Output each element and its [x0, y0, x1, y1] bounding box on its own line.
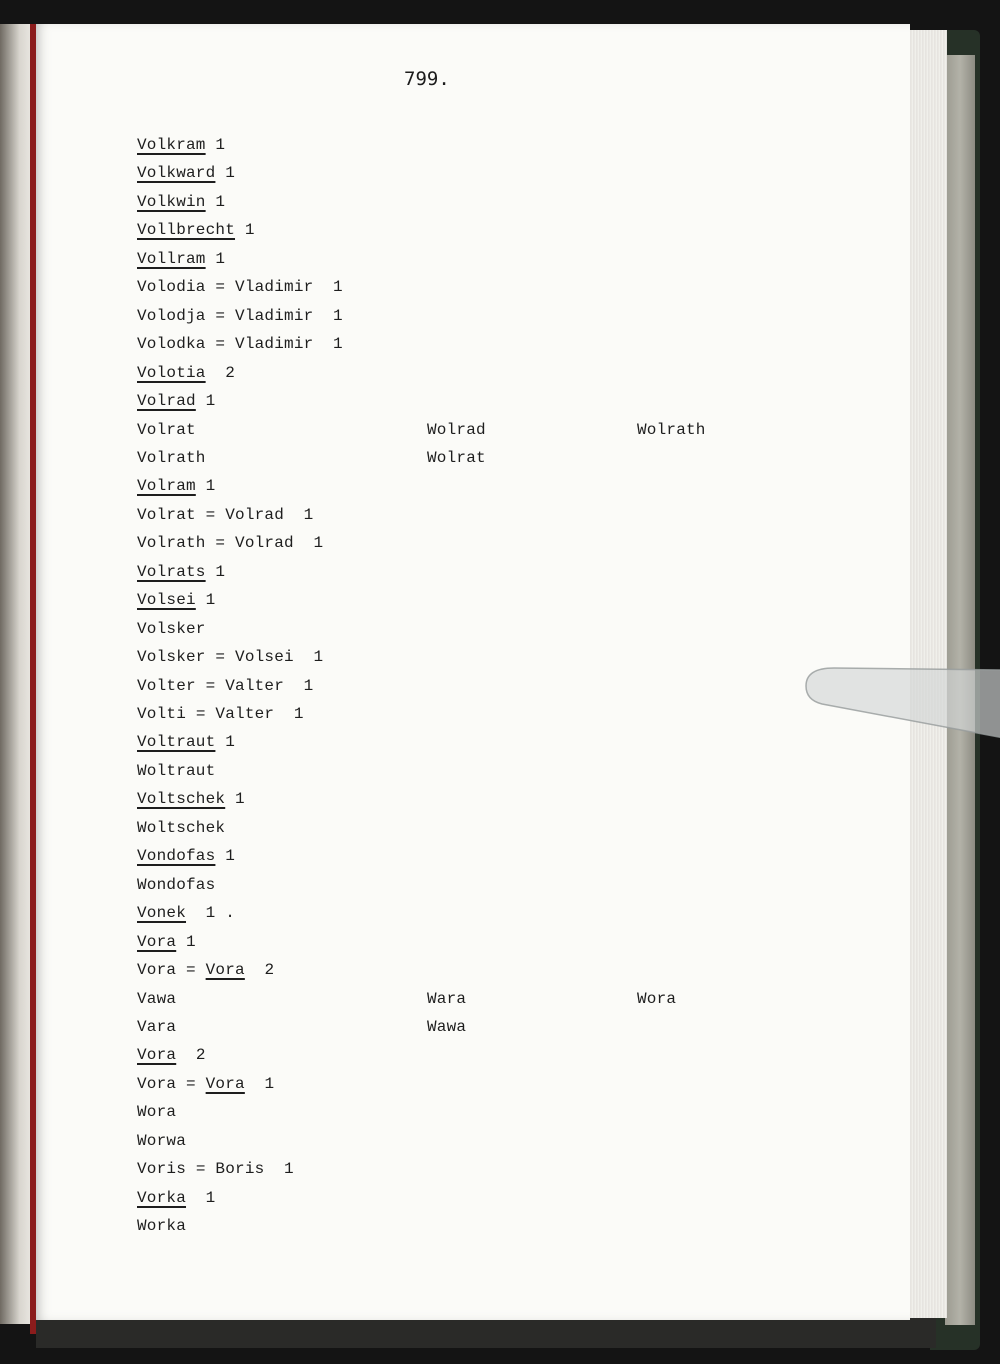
index-entry — [137, 676, 313, 696]
index-entry — [137, 619, 206, 639]
index-entry — [137, 562, 225, 582]
entry-reference: 1 — [225, 790, 245, 808]
entry-count: 1 — [244, 1075, 275, 1093]
index-entry — [137, 761, 215, 781]
entry-reference: 1 — [195, 392, 216, 410]
entry-reference: 1 — [205, 250, 226, 268]
entry-reference: 1 — [215, 847, 236, 865]
entry-reference: 1 . — [186, 904, 236, 922]
entry-link-name: Vora — [205, 1075, 245, 1093]
entry-name: Voltschek — [137, 790, 226, 808]
index-entry — [137, 960, 274, 980]
index-entry — [137, 306, 343, 326]
index-entry — [137, 391, 215, 411]
entry-name: Worka — [137, 1217, 187, 1235]
entry-name: Vora — [137, 1046, 177, 1064]
index-entry — [137, 420, 196, 440]
entry-name: Volodia — [137, 278, 206, 296]
entry-name: Volodka — [137, 335, 206, 353]
entry-reference: 1 — [215, 733, 236, 751]
entry-name: Volrad — [137, 392, 196, 410]
index-entry — [137, 533, 323, 553]
entry-reference: 1 — [195, 591, 216, 609]
index-entry — [137, 1159, 294, 1179]
index-entry — [137, 163, 235, 183]
index-entry — [137, 846, 235, 866]
variant-column-2: Wolrad — [427, 421, 486, 439]
entry-reference: = Boris 1 — [186, 1160, 294, 1178]
entry-name: Volsker — [137, 620, 206, 638]
entry-name: Vora — [137, 961, 177, 979]
entry-name: Worwa — [137, 1132, 187, 1150]
entry-reference: = — [176, 1075, 206, 1093]
index-entry — [137, 1188, 215, 1208]
index-entry — [137, 1216, 186, 1236]
index-entry — [137, 249, 225, 269]
entry-count: 2 — [244, 961, 275, 979]
index-entry — [137, 732, 235, 752]
entry-reference: = Volsei 1 — [205, 648, 324, 666]
entry-reference: 1 — [205, 193, 226, 211]
entry-reference: = Volrad 1 — [195, 506, 314, 524]
index-entry — [137, 505, 313, 525]
entry-name: Volkwin — [137, 193, 206, 211]
index-entry — [137, 875, 215, 895]
entry-reference: = Volrad 1 — [205, 534, 324, 552]
entry-reference: 1 — [205, 563, 226, 581]
document-page — [36, 24, 910, 1320]
index-entry — [137, 277, 343, 297]
entry-reference: 1 — [215, 164, 236, 182]
index-entry — [137, 704, 304, 724]
entry-name: Vollram — [137, 250, 206, 268]
page-number: 799. — [404, 68, 450, 90]
entry-name: Volrats — [137, 563, 206, 581]
index-entry — [137, 1102, 176, 1122]
index-entry — [137, 932, 196, 952]
entry-name: Wondofas — [137, 876, 216, 894]
entry-name: Volsker — [137, 648, 206, 666]
entry-name: Volkward — [137, 164, 216, 182]
entry-name: Wora — [137, 1103, 177, 1121]
entry-name: Vara — [137, 1018, 177, 1036]
index-entry — [137, 789, 245, 809]
entry-reference: 1 — [205, 136, 226, 154]
entry-name: Voltraut — [137, 733, 216, 751]
index-entry — [137, 1045, 206, 1065]
entry-reference: 1 — [195, 477, 216, 495]
index-entry — [137, 334, 343, 354]
entry-name: Volter — [137, 677, 196, 695]
entry-name: Woltschek — [137, 819, 226, 837]
entry-name: Voris — [137, 1160, 187, 1178]
entry-name: Volotia — [137, 364, 206, 382]
bottom-shadow — [36, 1318, 936, 1348]
entry-reference: 2 — [176, 1046, 206, 1064]
entry-reference: = — [176, 961, 206, 979]
entry-reference: = Valter 1 — [186, 705, 304, 723]
variant-column-2: Wolrat — [427, 449, 486, 467]
entry-name: Volodja — [137, 307, 206, 325]
entry-name: Vonek — [137, 904, 187, 922]
index-entry — [137, 989, 176, 1009]
entry-link-name: Vora — [205, 961, 245, 979]
entry-reference: 1 — [186, 1189, 216, 1207]
index-entry — [137, 220, 255, 240]
index-entry — [137, 476, 215, 496]
entry-reference: 2 — [205, 364, 236, 382]
variant-column-2: Wara — [427, 990, 467, 1008]
entry-name: Woltraut — [137, 762, 216, 780]
entry-name: Volrath — [137, 534, 206, 552]
index-entry — [137, 135, 225, 155]
variant-column-3: Wora — [637, 990, 677, 1008]
entry-name: Vawa — [137, 990, 177, 1008]
entry-name: Volrat — [137, 421, 196, 439]
index-entry — [137, 647, 323, 667]
entry-reference: = Vladimir 1 — [205, 335, 343, 353]
index-entry — [137, 818, 225, 838]
entry-reference: = Valter 1 — [195, 677, 314, 695]
entry-name: Volsei — [137, 591, 196, 609]
index-entry — [137, 192, 225, 212]
entry-name: Volkram — [137, 136, 206, 154]
entry-name: Vora — [137, 1075, 177, 1093]
entry-reference: 1 — [235, 221, 255, 239]
clip-bookmark-icon — [804, 664, 1000, 742]
variant-column-3: Wolrath — [637, 421, 706, 439]
index-entry — [137, 1017, 176, 1037]
variant-column-2: Wawa — [427, 1018, 467, 1036]
index-entry — [137, 590, 215, 610]
entry-name: Volti — [137, 705, 187, 723]
entry-name: Vorka — [137, 1189, 187, 1207]
index-entry — [137, 1074, 274, 1094]
entry-reference: = Vladimir 1 — [205, 278, 343, 296]
entry-name: Volrath — [137, 449, 206, 467]
index-entry — [137, 448, 206, 468]
entry-reference: = Vladimir 1 — [205, 307, 343, 325]
index-entry — [137, 903, 235, 923]
entry-name: Vollbrecht — [137, 221, 236, 239]
index-entry — [137, 363, 235, 383]
entry-reference: 1 — [176, 933, 196, 951]
index-entry — [137, 1131, 186, 1151]
entry-name: Vondofas — [137, 847, 216, 865]
entry-name: Volram — [137, 477, 196, 495]
entry-name: Volrat — [137, 506, 196, 524]
entry-name: Vora — [137, 933, 177, 951]
